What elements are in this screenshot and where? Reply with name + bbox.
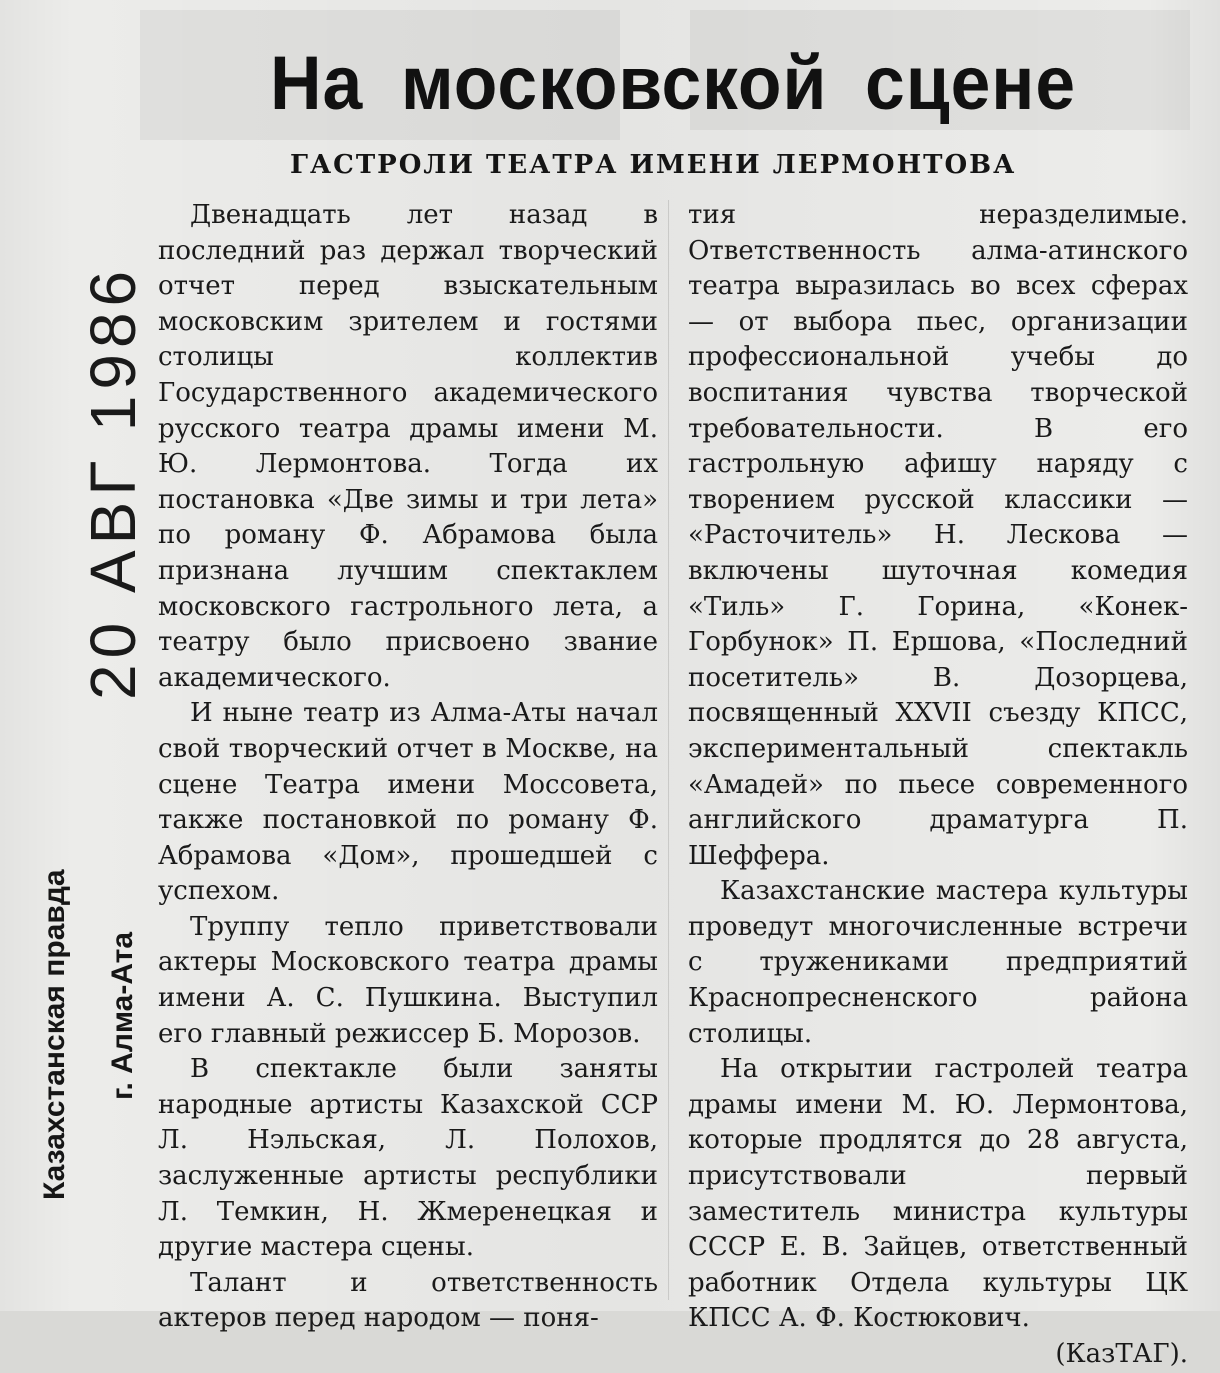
paragraph: В спектакле были заняты народные артисты Казахской ССР Л. Нэльская, Л. Полохов, заслуженные артисты республики Л. Темкин, Н. Жмеренецкая и другие мастера сцены. — [158, 1054, 658, 1263]
article-column-left — [158, 198, 658, 1337]
article-subtitle: ГАСТРОЛИ ТЕАТРА ИМЕНИ ЛЕРМОНТОВА — [290, 150, 1017, 180]
article-column-right — [688, 198, 1188, 1373]
paragraph: Талант и ответственность актеров перед народом — поня- — [158, 1267, 658, 1334]
paragraph: И ныне театр из Алма-Аты начал свой творческий отчет в Москве, на сцене Театра имени Моссовета, также постановкой по роману Ф. Абрамова «Дом», прошедшей с успехом. — [158, 698, 658, 907]
paragraph: Труппу тепло приветствовали актеры Московского театра драмы имени А. С. Пушкина. Выступил его главный режиссер Б. Морозов. — [158, 911, 658, 1049]
paragraph: Двенадцать лет назад в последний раз держал творческий отчет перед взыскательным московским зрителем и гостями столицы коллектив Государственного академического русского театра драмы имени М. Ю. Лермонтова. Тогда их постановка «Две зимы и три лета» по роману Ф. Абрамова была признана лучшим спектаклем московского гастрольного лета, а театру было присвоено звание академического. — [158, 200, 658, 693]
column-divider — [668, 200, 669, 1300]
paragraph-continued: тия неразделимые. Ответственность алма-атинского театра выразилась во всех сферах — от выбора пьес, организации профессиональной учебы до воспитания чувства творческой требовательности. В его гастрольную афишу наряду с творением русской классики — «Расточитель» Н. Лескова — включены шуточная комедия «Тиль» Г. Горина, «Конек-Горбунок» П. Ершова, «Последний посетитель» В. Дозорцева, посвященный XXVII съезду КПСС, экспериментальный спектакль «Амадей» по пьесе современного английского драматурга П. Шеффера. — [688, 200, 1188, 871]
article-title: На московской сцене — [270, 41, 1077, 126]
paragraph: На открытии гастролей театра драмы имени М. Ю. Лермонтова, которые продлятся до 28 августа, присутствовали первый заместитель министра культуры СССР Е. В. Зайцев, ответственный работник Отдела культуры ЦК КПСС А. Ф. Костюкович. — [688, 1054, 1188, 1334]
date-stamp: 20 АВГ 1986 — [77, 264, 149, 700]
source-stamp: Казахстанская правда — [38, 869, 71, 1200]
paragraph: Казахстанские мастера культуры проведут многочисленные встречи с тружениками предприятий Краснопресненского района столицы. — [688, 876, 1188, 1049]
article-signoff: (КазТАГ). — [1055, 1339, 1188, 1369]
city-stamp: г. Алма-Ата — [106, 931, 139, 1100]
